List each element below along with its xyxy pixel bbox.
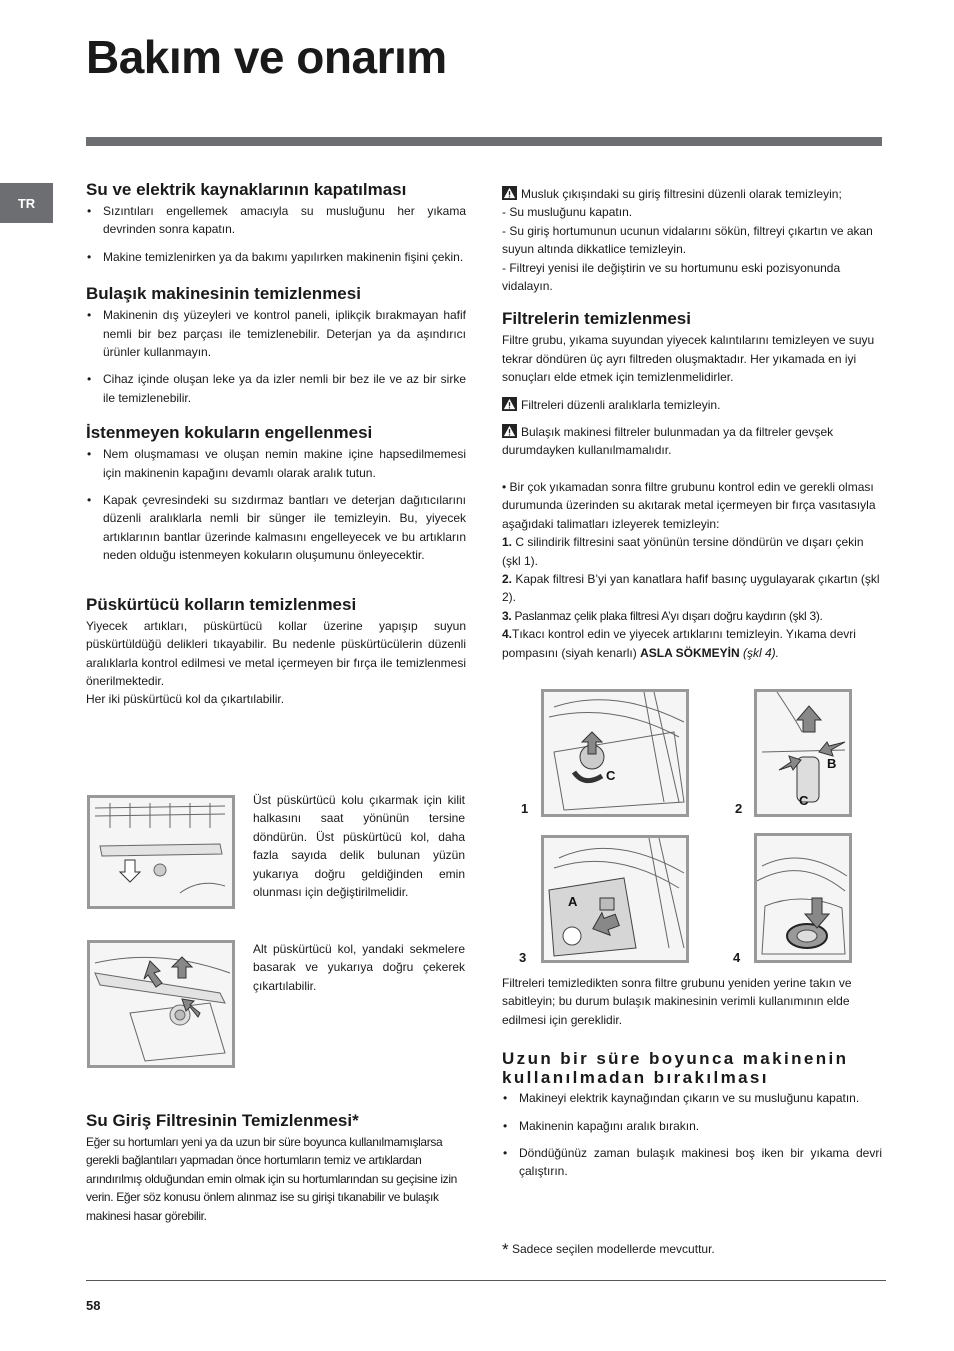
filter-figure-4 <box>754 833 852 963</box>
filter-figure-3 <box>541 835 689 963</box>
list-item: • Sızıntıları engellemek amacıyla su musluğunu her yıkama devrinden sonra kapatın. <box>86 202 466 239</box>
step-number: 4. <box>502 627 513 642</box>
inlet-step: - Filtreyi yenisi ile değiştirin ve su hortumunu eski pozisyonunda vidalayın. <box>502 260 841 294</box>
section-heading-power-water: Su ve elektrik kaynaklarının kapatılması <box>86 180 407 199</box>
footnote-text: Sadece seçilen modellerde mevcuttur. <box>511 1242 715 1256</box>
figure-number-4: 4 <box>733 950 741 965</box>
filters-warning-2 <box>502 423 882 460</box>
filter-label-c: C <box>606 768 616 783</box>
title-divider <box>86 137 882 146</box>
inlet-step: - Su giriş hortumunun ucunun vidalarını sökün, filtreyi çıkartın ve akan suyun altında dikkatlice temizleyin. <box>502 223 873 257</box>
figure-number-2: 2 <box>735 801 743 816</box>
filter-step <box>502 607 882 625</box>
list-odours <box>86 445 466 564</box>
lower-spray-arm-caption: Alt püskürtücü kol, yandaki sekmelere basarak ve yukarıya doğru çekerek çıkartılabilir. <box>253 942 465 993</box>
step-figure-ref: (şkl 4). <box>739 645 779 660</box>
list-long-term <box>502 1089 882 1181</box>
filter-step <box>502 625 882 662</box>
warning-text: Bulaşık makinesi filtreler bulunmadan ya da filtreler gevşek durumdayken kullanılmamalıdır. <box>502 425 834 458</box>
page-title: Bakım ve onarım <box>86 31 447 83</box>
lower-spray-arm-illustration <box>87 940 235 1068</box>
section-heading-odours: İstenmeyen kokuların engellenmesi <box>86 423 373 443</box>
list-item: • Makinenin kapağını aralık bırakın. <box>502 1117 882 1135</box>
filter-step <box>502 533 882 570</box>
filters-intro: • Bir çok yıkamadan sonra filtre grubunu kontrol edin ve gerekli olması durumunda üzerinden su akıtarak metal içermeyen bir fırça vasıtasıyla aşağıdaki talimatları izleyerek temizleyin: <box>502 479 876 531</box>
left-column <box>86 180 466 709</box>
warning-icon <box>502 397 517 411</box>
inlet-filter-body: Eğer su hortumları yeni ya da uzun bir süre boyunca kullanılmamışlarsa gerekli bağlantıları yapmadan önce hortumların temiz ve artıklardan arındırılmış olduğundan emin olmak için su hortumlarından su geçisine izin verin. Eğer söz konusu önlem alınmaz ise su girişi tıkanabilir ve bulaşık makinesi hasar görebilir. <box>86 1135 457 1223</box>
step-text: C silindirik filtresini saat yönünün tersine döndürün ve dışarı çekin (şkl 1). <box>502 535 864 568</box>
right-column <box>502 185 882 662</box>
filter-label-b: B <box>827 756 837 771</box>
filter-c-drawing <box>544 692 686 814</box>
warning-icon <box>502 424 517 438</box>
filter-b-drawing <box>757 692 849 814</box>
upper-spray-arm-illustration <box>87 795 235 909</box>
footnote-mark: * <box>502 1240 509 1259</box>
step-text: Tıkacı kontrol edin ve yiyecek artıklarını temizleyin. Yıkama devri pompasını (siyah kenarlı) <box>502 627 856 660</box>
inlet-step: - Su musluğunu kapatın. <box>502 205 633 220</box>
page-number: 58 <box>86 1298 101 1313</box>
warning-text: Musluk çıkışındaki su giriş filtresini düzenli olarak temizleyin; <box>521 187 842 201</box>
spray-arms-body: Yiyecek artıkları, püskürtücü kollar üzerine yapışıp suyun püskürtüldüğü delikleri tıkayabilir. Bu nedenle püskürtücülerin düzenli aralıklarla kontrol edilmesi ve metal içermeyen bir fırça ile temizlenmesi önerilmektedir. <box>86 618 466 688</box>
list-item: • Kapak çevresindeki su sızdırmaz bantları ve deterjan dağıtıcılarını düzenli aralıklarla nemli bir sünger ile temizleyin. Bu, yiyecek artıklarının bantlar üzerinde kalmasını engelleyecek ve bu artıkların neden olduğu istenmeyen kokuların oluşumunu önleyecektir. <box>86 491 466 565</box>
spray-arms-body-2: Her iki püskürtücü kol da çıkartılabilir. <box>86 692 285 707</box>
filters-body: Filtre grubu, yıkama suyundan yiyecek kalıntılarını temizleyen ve suyu tekrar döndüren üç ayrı filtreden oluşmaktadır. Her yıkamada en iyi sonuçları elde etmek için temizlenmelidirler. <box>502 333 875 385</box>
list-item: • Makinenin dış yüzeyleri ve kontrol paneli, iplikçik bırakmayan hafif nemli bir bez parçası ile temizlenebilir. Deterjan ya da aşındırıcı ürünler kullanmayın. <box>86 306 466 361</box>
list-item: • Makineyi elektrik kaynağından çıkarın ve su musluğunu kapatın. <box>502 1089 882 1107</box>
footer-divider <box>86 1280 886 1281</box>
section-heading-machine-cleaning: Bulaşık makinesinin temizlenmesi <box>86 284 361 304</box>
list-item: • Nem oluşmaması ve oluşan nemin makine içine hapsedilmemesi için makinenin kapağını devamlı olarak aralık tutun. <box>86 445 466 482</box>
filter-figure-1 <box>541 689 689 817</box>
section-heading-inlet-filter: Su Giriş Filtresinin Temizlenmesi* <box>86 1111 359 1130</box>
step-text: Kapak filtresi B’yi yan kanatlara hafif basınç uygulayarak çıkartın (şkl 2). <box>502 571 880 605</box>
section-heading-filters: Filtrelerin temizlenmesi <box>502 309 691 329</box>
figure-number-3: 3 <box>519 950 527 965</box>
warning-icon <box>502 186 517 200</box>
list-item: • Döndüğünüz zaman bulaşık makinesi boş iken bir yıkama devri çalıştırın. <box>502 1144 882 1181</box>
list-power-water <box>86 202 466 266</box>
filter-label-c: C <box>799 793 809 808</box>
step-emphasis: ASLA SÖKMEYİN <box>640 645 740 660</box>
figure-number-1: 1 <box>521 801 529 816</box>
list-item: • Cihaz içinde oluşan leke ya da izler nemli bir bez ile ve az bir sirke ile temizlenebilir. <box>86 370 466 407</box>
filters-after-text: Filtreleri temizledikten sonra filtre grubunu yeniden yerine takın ve sabitleyin; bu durum bulaşık makinesinin verimli kullanımının elde edilmesi için gereklidir. <box>502 976 852 1027</box>
step-number: 3. <box>502 608 512 623</box>
list-item: • Makine temizlenirken ya da bakımı yapılırken makinenin fişini çekin. <box>86 248 466 266</box>
filter-figure-2 <box>754 689 852 817</box>
step-number: 1. <box>502 535 513 550</box>
step-number: 2. <box>502 571 513 586</box>
warning-text: Filtreleri düzenli aralıklarla temizleyin. <box>521 397 721 412</box>
language-tab: TR <box>0 183 53 223</box>
drain-pump-drawing <box>757 836 849 960</box>
right-column-bottom <box>502 974 882 1181</box>
step-text: Paslanmaz çelik plaka filtresi A’yı dışarı doğru kaydırın (şkl 3). <box>511 608 823 623</box>
footnote <box>502 1240 715 1260</box>
filters-warning-1 <box>502 396 882 414</box>
inlet-filter-warning <box>502 185 882 203</box>
left-column-bottom <box>86 1111 466 1225</box>
filter-step <box>502 570 882 607</box>
section-heading-long-term: Uzun bir süre boyunca makinenin kullanılmadan bırakılması <box>502 1049 849 1088</box>
lower-spray-arm-drawing <box>90 943 232 1065</box>
upper-spray-arm-caption: Üst püskürtücü kolu çıkarmak için kilit halkasını saat yönünün tersine döndürün. Üst püskürtücü kol, daha fazla sayıda delik bulunan yüzün yukarıya doğru geldiğinden emin olunması için değiştirilmelidir. <box>253 793 465 900</box>
filter-label-a: A <box>568 894 578 909</box>
upper-spray-arm-drawing <box>90 798 232 906</box>
section-heading-spray-arms: Püskürtücü kolların temizlenmesi <box>86 594 357 614</box>
filter-a-drawing <box>544 838 686 960</box>
list-machine-cleaning <box>86 306 466 407</box>
